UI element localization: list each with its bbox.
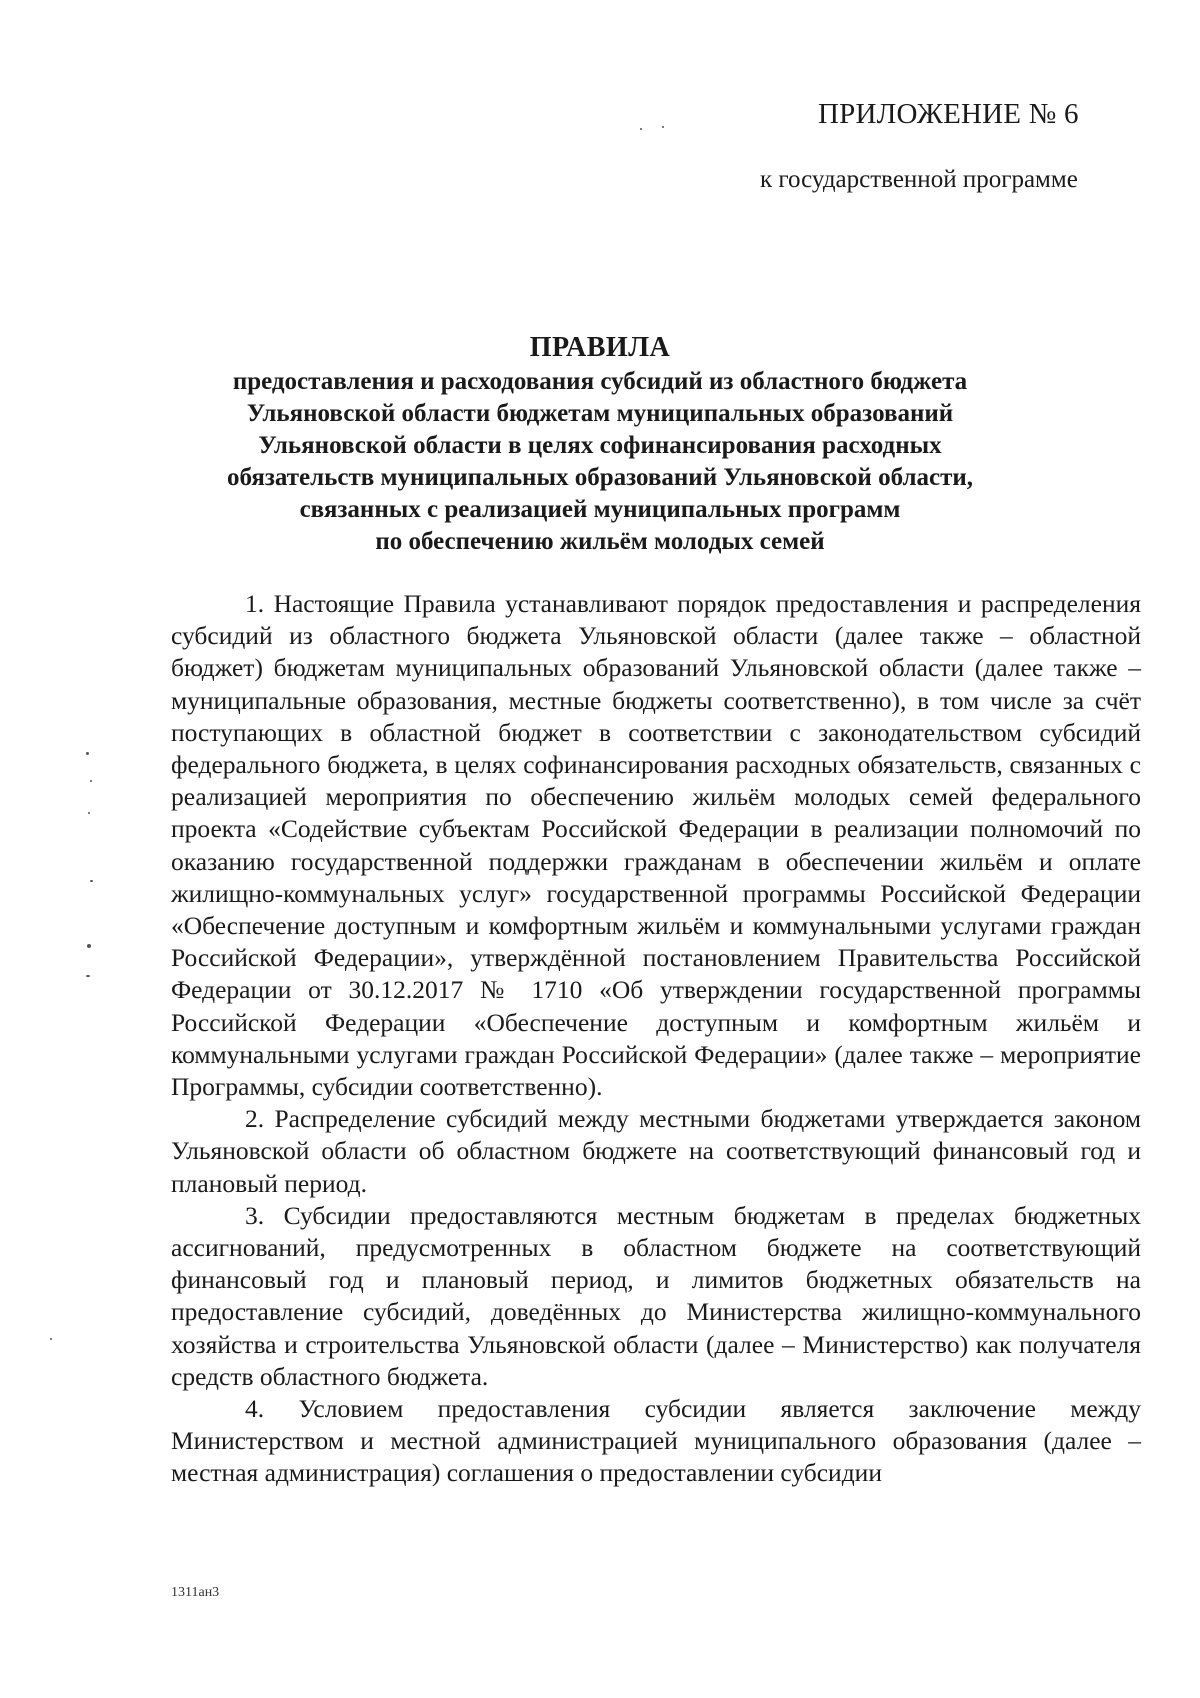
paragraph-3: 3. Субсидии предоставляются местным бюджетам в пределах бюджетных ассигнований, предусмотренных в областном бюджете на соответствующий финансовый год и плановый период, и лимитов бюджетных обязательств на предоставление субсидий, доведённых до Министерства жилищно-коммунального хозяйства и строительства Ульяновской области (далее – Министерство) как получателя средств областного бюджета. — [171, 1200, 1141, 1391]
document-title — [0, 332, 1200, 558]
scan-speck — [662, 126, 664, 128]
scan-speck — [90, 880, 93, 882]
document-body — [171, 588, 1141, 1490]
title-line: Ульяновской области в целях софинансирования расходных — [258, 432, 942, 459]
footer-document-code: 1311ан3 — [171, 1585, 220, 1600]
appendix-title: ПРИЛОЖЕНИЕ № 6 — [818, 98, 1079, 130]
paragraph-2: 2. Распределение субсидий между местными бюджетами утверждается законом Ульяновской области об областном бюджете на соответствующий финансовый год и плановый период. — [171, 1104, 1141, 1198]
title-main: ПРАВИЛА — [529, 332, 671, 363]
paragraph-4: 4. Условием предоставления субсидии является заключение между Министерством и местной администрацией муниципального образования (далее – местная администрация) соглашения о предоставлении субсидии — [171, 1394, 1141, 1488]
paragraph-1: 1. Настоящие Правила устанавливают порядок предоставления и распределения субсидий из областного бюджета Ульяновской области (далее также – областной бюджет) бюджетам муниципальных образований Ульяновской области (далее также – муниципальные образования, местные бюджеты соответственно), в том числе за счёт поступающих в областной бюджет в соответствии с законодательством субсидий федерального бюджета, в целях софинансирования расходных обязательств, связанных с реализацией мероприятия по обеспечению жильём молодых семей федерального проекта «Содействие субъектам Российской Федерации в реализации полномочий по оказанию государственной поддержки гражданам в обеспечении жильём и оплате жилищно-коммунальных услуг» государственной программы Российской Федерации «Обеспечение доступным и комфортным жильём и коммунальными услугами граждан Российской Федерации», утверждённой постановлением Правительства Российской Федерации от 30.12.2017 № 1710 «Об утверждении государственной программы Российской Федерации «Обеспечение доступным и комфортным жильём и коммунальными услугами граждан Российской Федерации» (далее также – мероприятие Программы, субсидии соответственно). — [171, 589, 1141, 1102]
scan-speck — [86, 975, 90, 977]
title-line: обязательств муниципальных образований Ульяновской области, — [226, 464, 974, 491]
title-line: по обеспечению жильём молодых семей — [375, 528, 825, 555]
scan-speck — [86, 752, 89, 755]
title-line: предоставления и расходования субсидий из областного бюджета — [232, 368, 968, 395]
title-line: связанных с реализацией муниципальных программ — [299, 496, 901, 523]
scan-speck — [640, 128, 642, 130]
scan-speck — [88, 812, 90, 814]
title-line: Ульяновской области бюджетам муниципальных образований — [246, 400, 954, 427]
appendix-subtitle: к государственной программе — [760, 166, 1078, 193]
scan-speck — [87, 944, 91, 948]
scan-speck — [50, 1338, 52, 1340]
scan-speck — [90, 780, 92, 782]
